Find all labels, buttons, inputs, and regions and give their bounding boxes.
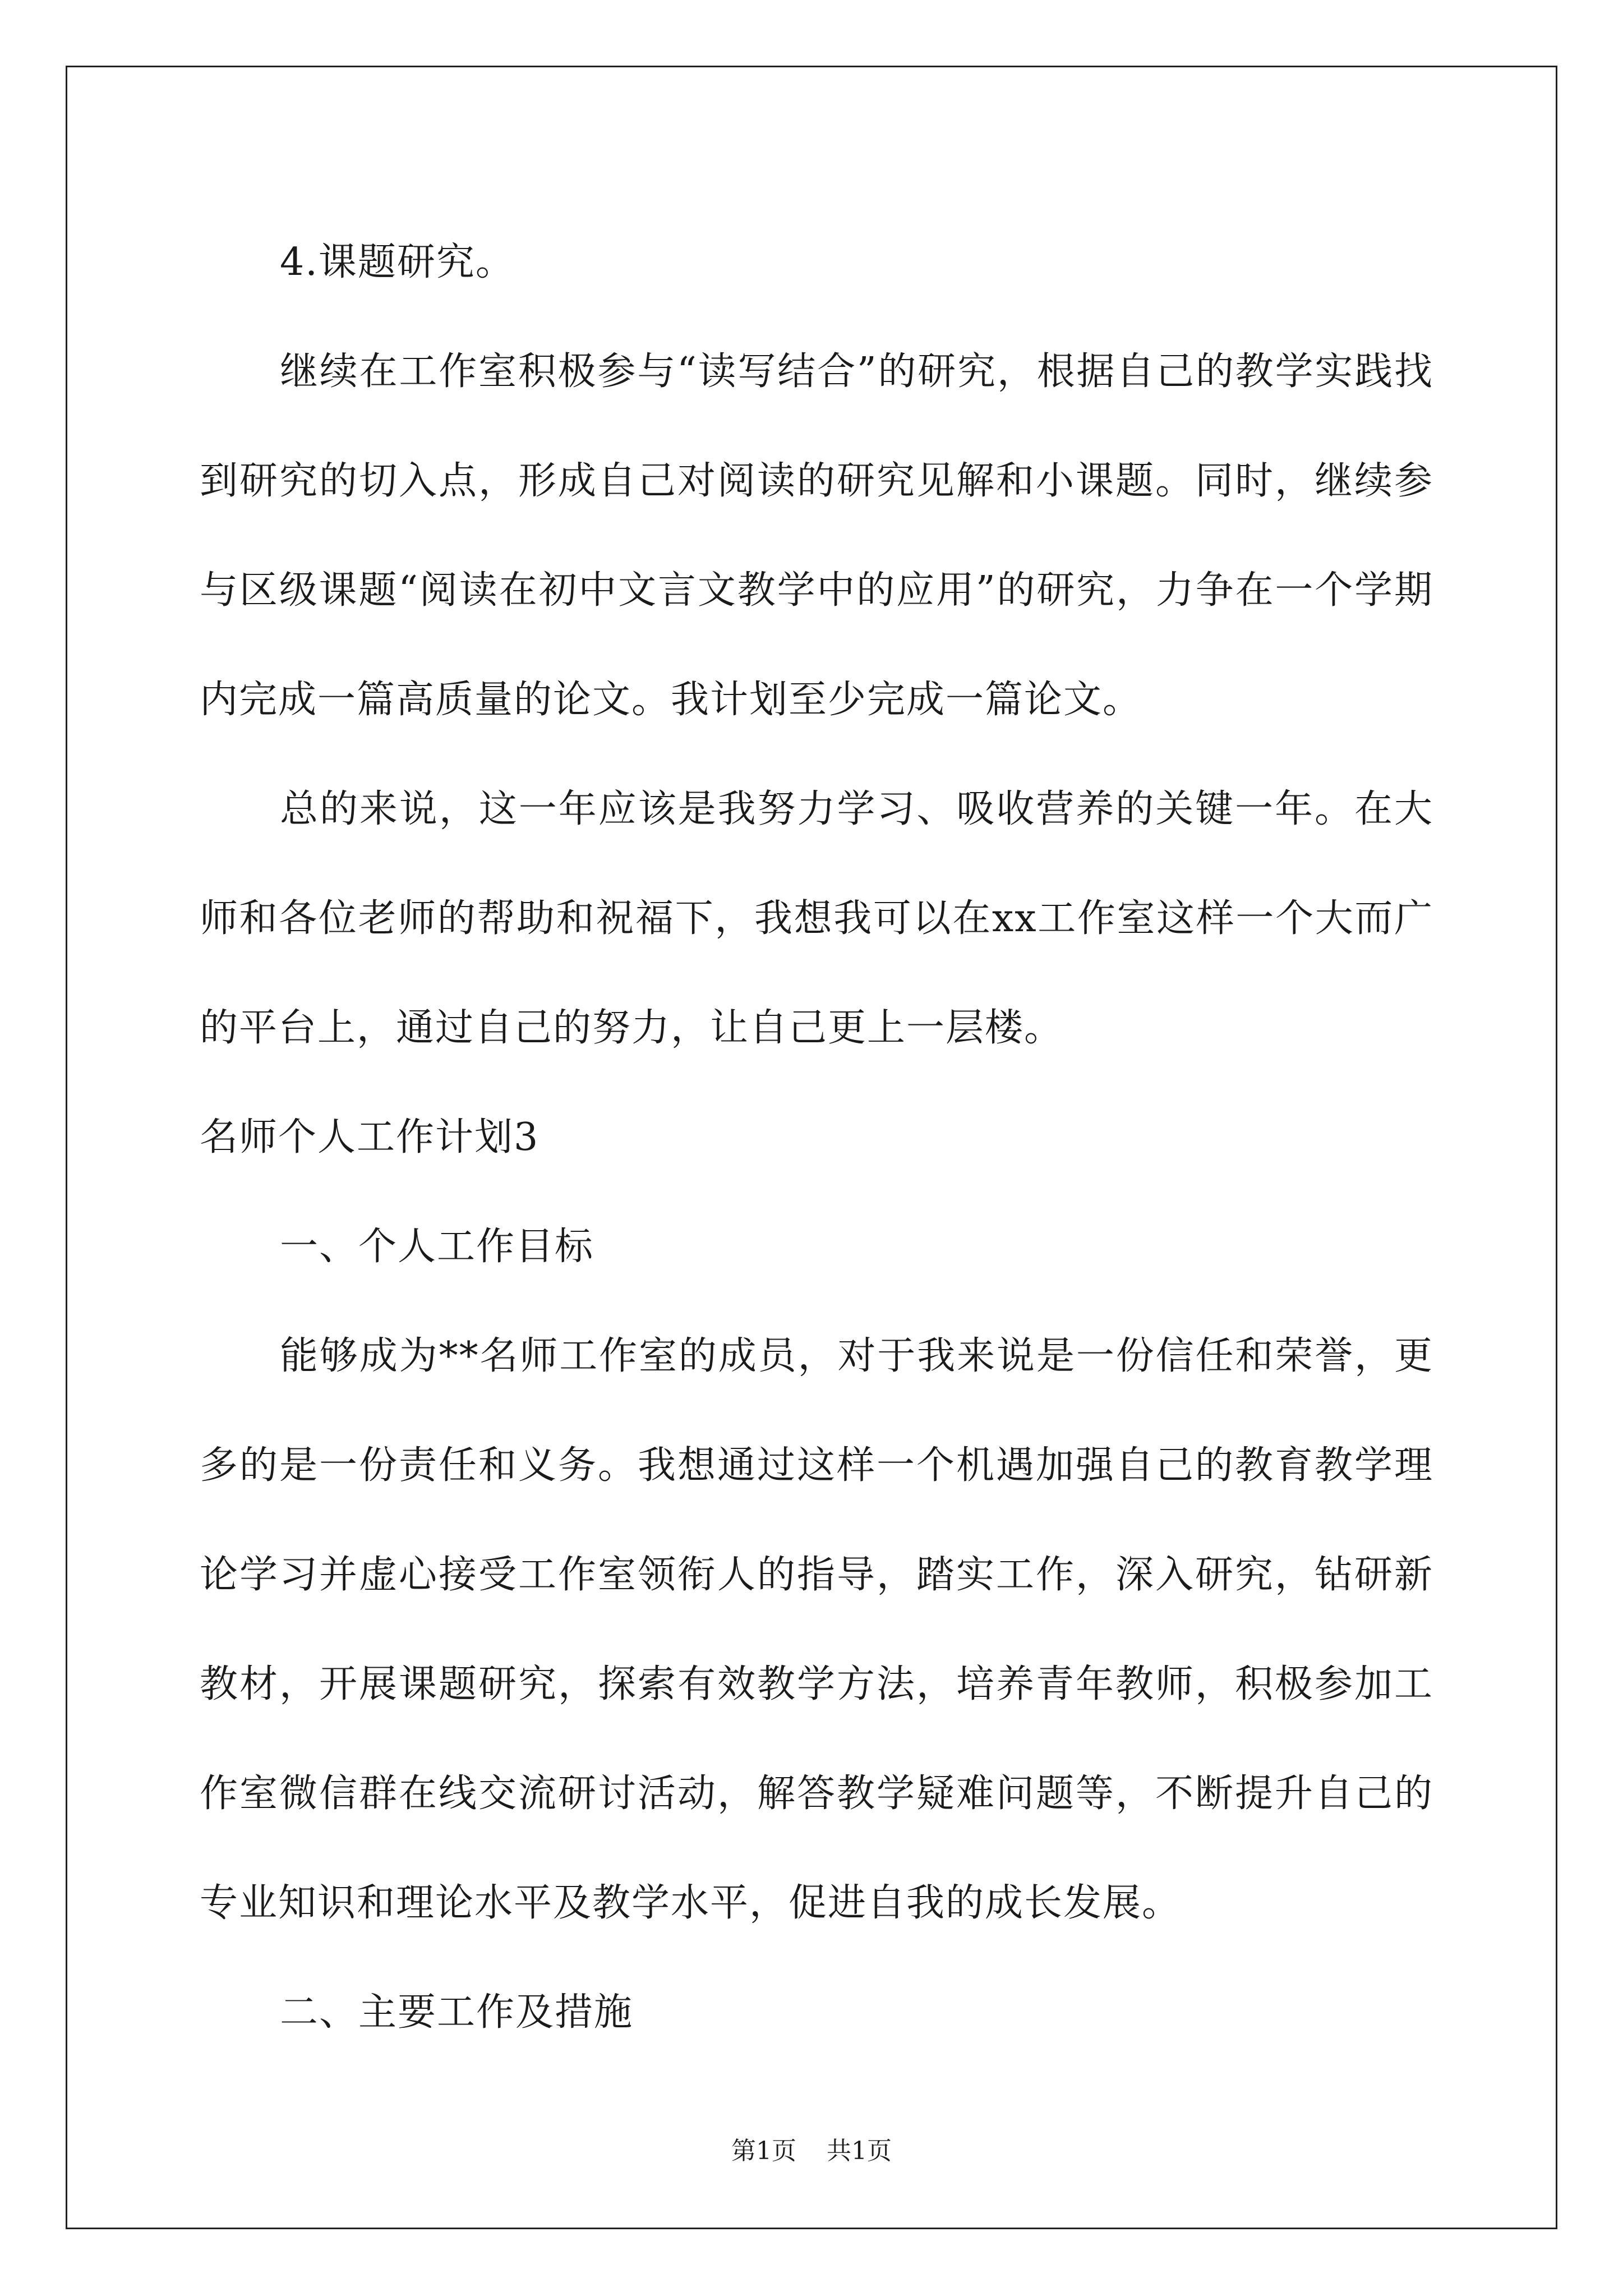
document-title: 名师个人工作计划3 — [200, 1115, 540, 1159]
section-heading: 二、主要工作及措施 — [280, 1990, 634, 2035]
body-paragraph: 总的来说，这一年应该是我努力学习、吸收营养的关键一年。在大师和各位老师的帮助和祝福下，我想我可以在xx工作室这样一个大而广的平台上，通过自己的努力，让自己更上一层楼。 — [200, 787, 1433, 1050]
document-body — [200, 208, 1433, 2067]
body-paragraph: 能够成为**名师工作室的成员，对于我来说是一份信任和荣誉，更多的是一份责任和义务。我想通过这样一个机遇加强自己的教育教学理论学习并虚心接受工作室领衔人的指导，踏实工作，深入研究，钻研新教材，开展课题研究，探索有效教学方法，培养青年教师，积极参加工作室微信群在线交流研讨活动，解答教学疑难问题等，不断提升自己的专业知识和理论水平及教学水平，促进自我的成长发展。 — [200, 1334, 1433, 1925]
page-total: 共1页 — [827, 2137, 892, 2165]
section-heading: 一、个人工作目标 — [280, 1225, 594, 1269]
body-paragraph: 继续在工作室积极参与“读写结合”的研究，根据自己的教学实践找到研究的切入点，形成自己对阅读的研究见解和小课题。同时，继续参与区级课题“阅读在初中文言文教学中的应用”的研究，力争在一个学期内完成一篇高质量的论文。我计划至少完成一篇论文。 — [200, 349, 1433, 722]
page-footer — [0, 2134, 1623, 2168]
section-item-heading: 4.课题研究。 — [280, 240, 515, 284]
page-number: 第1页 — [731, 2137, 796, 2165]
